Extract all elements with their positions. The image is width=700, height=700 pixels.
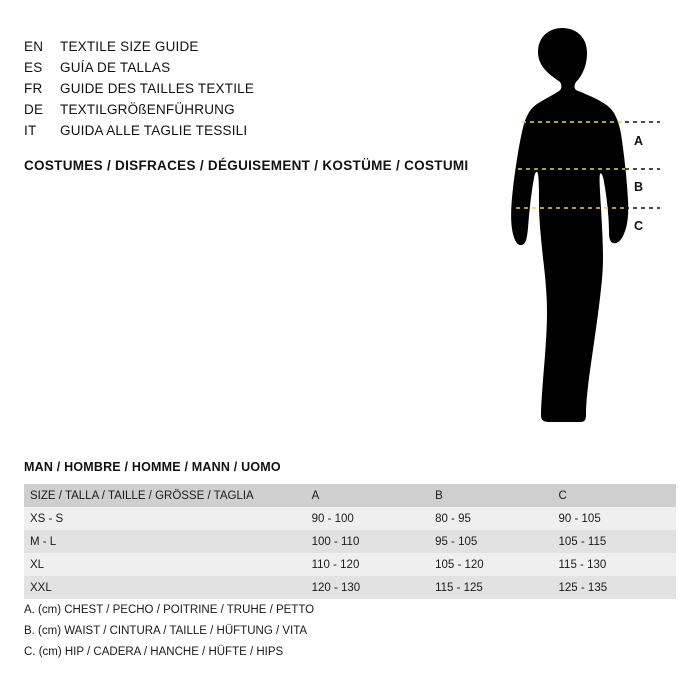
language-row-fr	[24, 78, 464, 99]
language-row-es	[24, 57, 464, 78]
table-row	[24, 553, 676, 576]
cell-size: XS - S	[30, 512, 64, 525]
measure-label-c: C	[634, 219, 644, 233]
column-header-size: SIZE / TALLA / TAILLE / GRÖSSE / TAGLIA	[30, 489, 254, 502]
column-header-a: A	[311, 489, 320, 502]
column-header-b: B	[435, 489, 443, 502]
cell-waist: 95 - 105	[435, 535, 478, 548]
language-code-de: DE	[24, 102, 44, 117]
costumes-title: COSTUMES / DISFRACES / DÉGUISEMENT / KOSTÜME / COSTUMI	[24, 158, 469, 173]
cell-waist: 105 - 120	[435, 558, 484, 571]
language-code-en: EN	[24, 39, 44, 54]
cell-hip: 115 - 130	[558, 558, 607, 571]
table-caption: MAN / HOMBRE / HOMME / MANN / UOMO	[24, 460, 281, 474]
legend-line-a: A. (cm) CHEST / PECHO / POITRINE / TRUHE / PETTO	[24, 604, 315, 616]
cell-hip: 125 - 135	[558, 581, 608, 594]
cell-chest: 110 - 120	[311, 558, 360, 571]
measure-label-b: B	[634, 180, 644, 194]
measure-label-a: A	[634, 134, 644, 148]
cell-hip: 105 - 115	[558, 535, 607, 548]
male-silhouette-icon	[470, 22, 680, 432]
table-header	[24, 484, 676, 507]
cell-hip: 90 - 105	[558, 512, 601, 525]
cell-chest: 100 - 110	[311, 535, 360, 548]
language-row-en	[24, 36, 464, 57]
language-code-it: IT	[24, 123, 37, 138]
legend-line-c: C. (cm) HIP / CADERA / HANCHE / HÜFTE / HIPS	[24, 646, 284, 658]
language-code-es: ES	[24, 60, 43, 75]
table-row	[24, 530, 676, 553]
language-text-en: TEXTILE SIZE GUIDE	[60, 39, 199, 54]
language-row-it	[24, 120, 464, 141]
cell-waist: 115 - 125	[435, 581, 483, 594]
legend	[24, 600, 314, 663]
cell-size: M - L	[30, 535, 57, 548]
column-header-c: C	[558, 489, 567, 502]
language-code-fr: FR	[24, 81, 43, 96]
table-row	[24, 576, 676, 599]
language-text-de: TEXTILGRÖßENFÜHRUNG	[60, 102, 235, 117]
table-body	[24, 507, 676, 599]
cell-size: XXL	[30, 581, 52, 594]
cell-waist: 80 - 95	[435, 512, 471, 525]
language-text-fr: GUIDE DES TAILLES TEXTILE	[60, 81, 255, 96]
legend-line-b: B. (cm) WAIST / CINTURA / TAILLE / HÜFTUNG / VITA	[24, 625, 308, 637]
cell-chest: 120 - 130	[311, 581, 361, 594]
body-figure	[470, 22, 680, 432]
language-text-es: GUÍA DE TALLAS	[60, 60, 171, 75]
cell-size: XL	[30, 558, 45, 571]
language-text-it: GUIDA ALLE TAGLIE TESSILI	[60, 123, 248, 138]
language-list	[24, 36, 464, 141]
language-row-de	[24, 99, 464, 120]
cell-chest: 90 - 100	[311, 512, 354, 525]
table-header-row	[24, 484, 676, 507]
table-row	[24, 507, 676, 530]
size-table	[24, 484, 676, 599]
